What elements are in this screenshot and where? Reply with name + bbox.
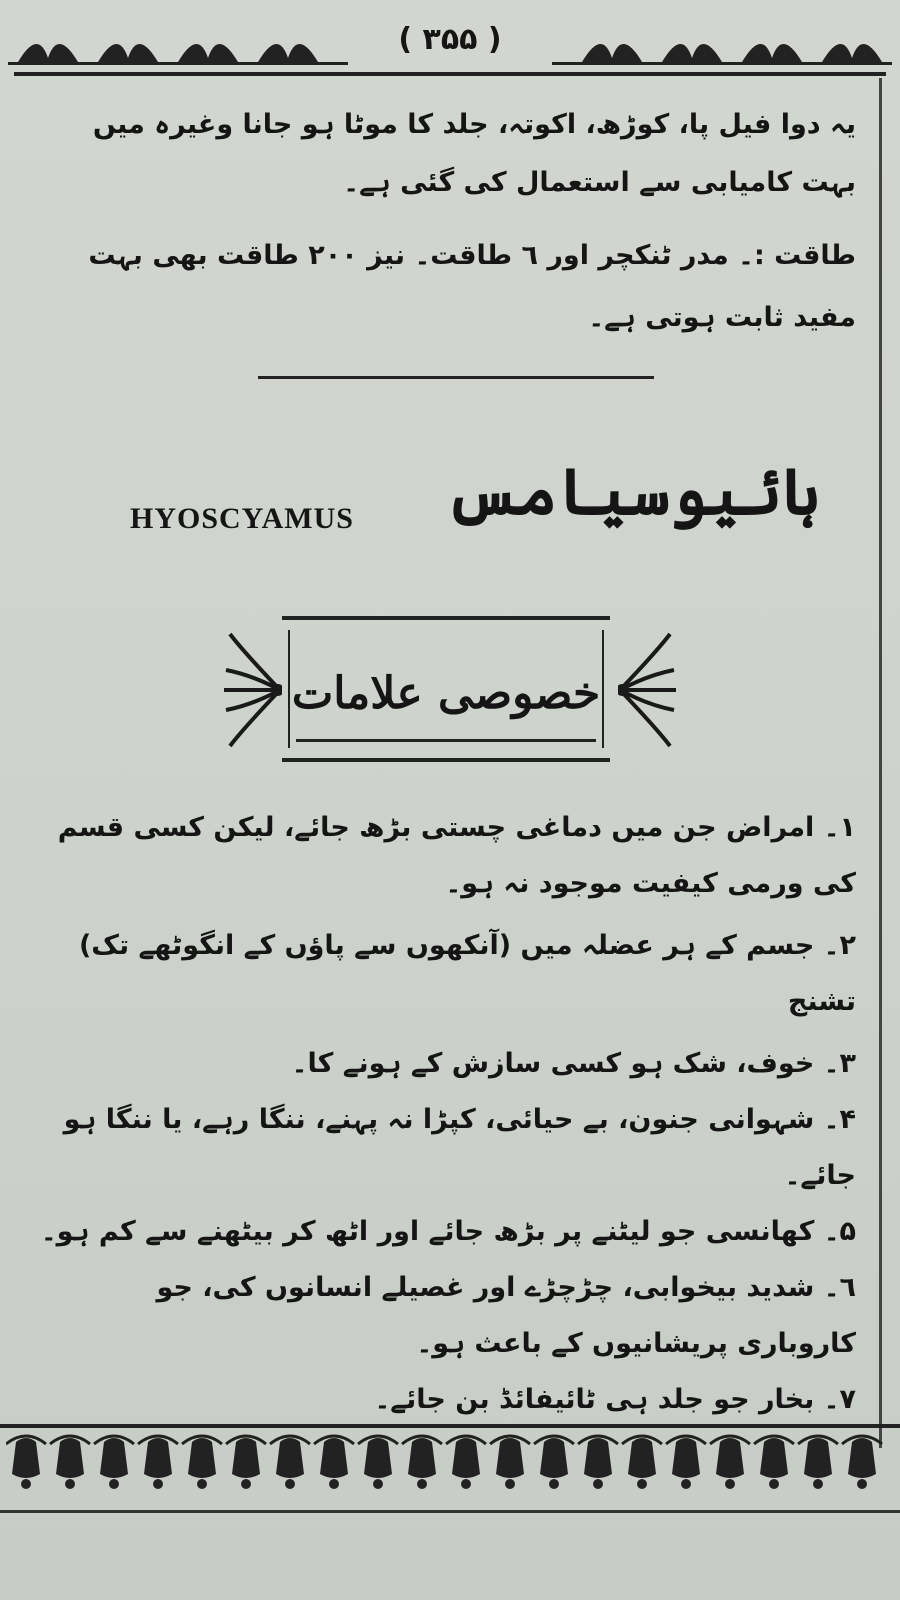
bottom-border (0, 1510, 900, 1553)
remedy-title-english: HYOSCYAMUS (130, 502, 354, 535)
symptom-item-5: ۵۔ کھانسی جو لیٹنے پر بڑھ جائے اور اٹھ کر بیٹھنے سے کم ہو۔ (40, 1216, 856, 1247)
left-ornament-row (8, 18, 348, 68)
symptom-item-2: ٢۔ جسم کے ہر عضلہ میں (آنکھوں سے پاؤں کے انگوٹھے تک) تشنج (78, 930, 856, 1017)
right-flourish-icon (618, 630, 678, 750)
symptom-item-7: ٧۔ بخار جو جلد ہی ٹائیفائڈ بن جائے۔ (374, 1384, 856, 1415)
symptom-item-4: ۴۔ شہوانی جنون، بے حیائی، کپڑا نہ پہنے، ننگا رہے، یا ننگا ہو جائے۔ (63, 1104, 856, 1191)
section-heading: خصوصی علامات (291, 668, 601, 719)
leaf-ornament-icon (552, 18, 892, 68)
top-rule (14, 72, 886, 76)
section-heading-underline (296, 739, 596, 742)
symptom-item-3: ٣۔ خوف، شک ہو کسی سازش کے ہونے کا۔ (291, 1048, 856, 1079)
bottom-rule (0, 1424, 900, 1428)
remedy-title-urdu: ہائیوسیامس (445, 455, 820, 530)
bell-ornament-icon (6, 1434, 894, 1504)
intro-paragraph-1: یہ دوا فیل پا، کوڑھ، اکوتہ، جلد کا موٹا ہو جانا وغیرہ میں بہت کامیابی سے استعمال کی گئی ہے۔ (92, 109, 856, 198)
intro-paragraph-2: طاقت :۔ مدر ٹنکچر اور ٦ طاقت۔ نیز ٢٠٠ طاقت بھی بہت مفید ثابت ہوتی ہے۔ (88, 240, 856, 333)
right-ornament-row (552, 18, 892, 68)
symptom-item-1: ١۔ امراض جن میں دماغی چستی بڑھ جائے، لیکن کسی قسم کی ورمی کیفیت موجود نہ ہو۔ (57, 812, 856, 899)
page-number: ( ٣۵۵ ) (398, 21, 502, 57)
section-heading-box (282, 616, 610, 762)
left-flourish-icon (222, 630, 282, 750)
symptom-list (36, 800, 856, 1428)
top-ornament-band (0, 0, 900, 78)
right-margin-rule (879, 78, 882, 1448)
section-divider (258, 376, 654, 379)
leaf-ornament-icon (8, 18, 348, 68)
symptom-item-6: ٦۔ شدید بیخوابی، چڑچڑے اور غصیلے انسانوں کی، جو کاروباری پریشانیوں کے باعث ہو۔ (156, 1272, 856, 1359)
